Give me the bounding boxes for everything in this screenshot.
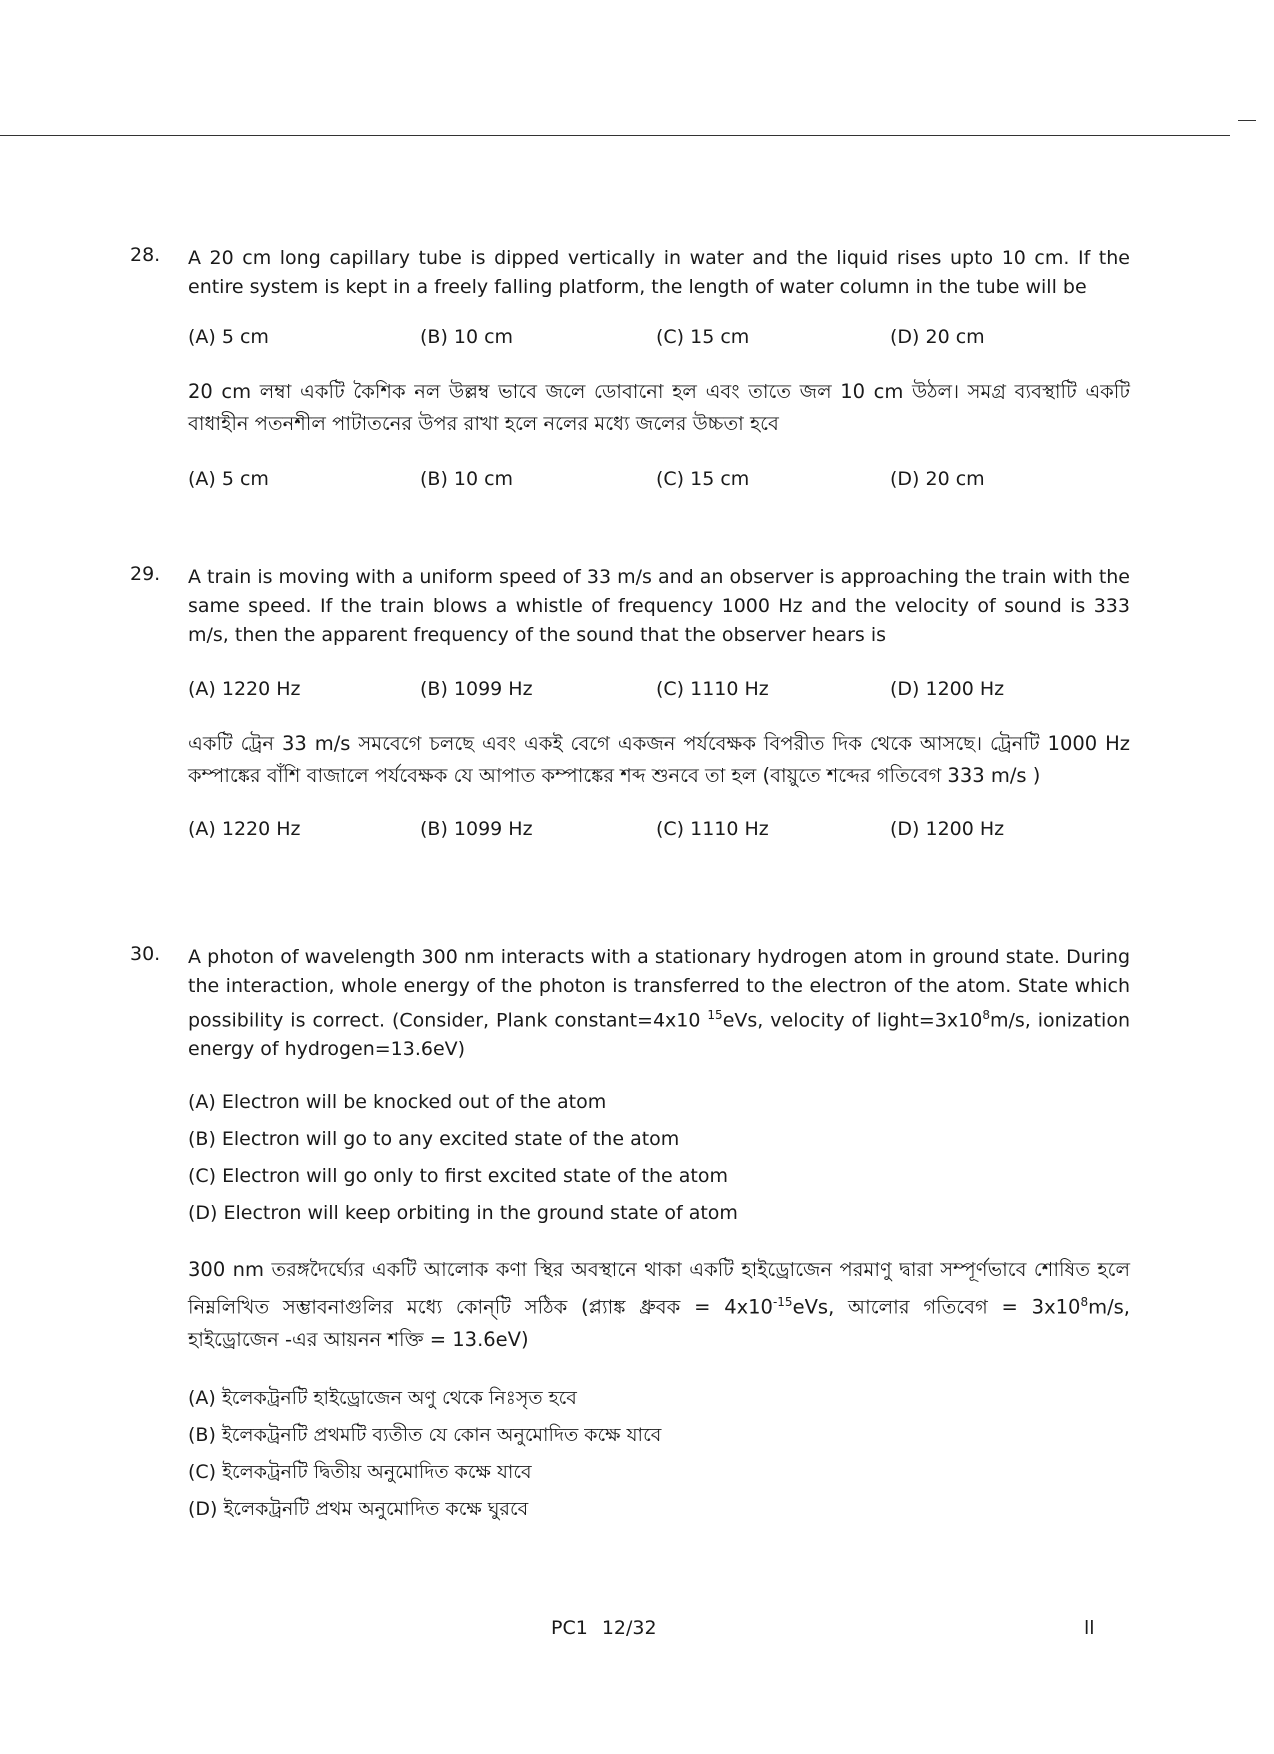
top-rule-tick (1238, 120, 1256, 121)
question-stem-bn: 20 cm লম্বা একটি কৈশিক নল উল্লম্ব ভাবে জলে ডোবানো হল এবং তাতে জল 10 cm উঠল। সমগ্র ব্যবস্থাটি একটি বাধাহীন পতনশীল পাটাতনের উপর রাখা হলে নলের মধ্যে জলের উচ্চতা হবে (188, 380, 1130, 435)
page-number: 12/32 (601, 1617, 657, 1639)
top-rule (0, 135, 1230, 136)
options-en (188, 1084, 1130, 1232)
option-a: (A) 5 cm (188, 468, 269, 490)
stem-text: eVs, velocity of light=3x10 (722, 1009, 983, 1032)
exponent: 8 (982, 1008, 990, 1022)
question-number: 28. (130, 244, 161, 266)
option-b: (B) 1099 Hz (420, 678, 533, 700)
stem-text: 300 nm তরঙ্গদৈর্ঘ্যের একটি আলোক কণা স্থির অবস্থানে থাকা একটি হাইড্রোজেন পরমাণু দ্বারা সম্পূর্ণভাবে শোষিত হলে নিম্নলিখিত সম্ভাবনাগুলির মধ্যে কোন্‌টি সঠিক (প্ল্যাঙ্ক ধ্রুবক = 4x10 (188, 1258, 1130, 1319)
option-b: (B) 1099 Hz (420, 818, 533, 840)
question-number: 30. (130, 943, 161, 965)
question-28 (130, 244, 1130, 494)
option-b: (B) ইলেকট্রনটি প্রথমটি ব্যতীত যে কোন অনুমোদিত কক্ষে যাবে (188, 1423, 662, 1446)
option-a: (A) 5 cm (188, 326, 269, 348)
option-c: (C) ইলেকট্রনটি দ্বিতীয় অনুমোদিত কক্ষে যাবে (188, 1460, 532, 1483)
option-a: (A) ইলেকট্রনটি হাইড্রোজেন অণু থেকে নিঃসৃত হবে (188, 1386, 577, 1409)
paper-code: PC1 (551, 1617, 588, 1639)
question-30 (130, 943, 1130, 1528)
stem-text: A photon of wavelength 300 nm interacts with a stationary hydrogen atom in ground state. During the interaction, whole energy of the photon is transferred to the electron of the atom. State which possibility is correct. (Consider, Plank constant=4x10 (188, 946, 1130, 1032)
exponent: -15 (772, 1295, 793, 1310)
option-d: (D) 1200 Hz (890, 678, 1005, 700)
question-number: 29. (130, 563, 161, 585)
option-c: (C) 1110 Hz (656, 678, 769, 700)
options-bn (188, 468, 1130, 494)
options-en (188, 326, 1130, 352)
options-bn (188, 1380, 1130, 1528)
options-en (188, 678, 1130, 704)
question-stem-bn: একটি ট্রেন 33 m/s সমবেগে চলছে এবং একই বেগে একজন পর্যবেক্ষক বিপরীত দিক থেকে আসছে। ট্রেনটি 1000 Hz কম্পাঙ্কের বাঁশি বাজালে পর্যবেক্ষক যে আপাত কম্পাঙ্কের শব্দ শুনবে তা হল (বায়ুতে শব্দের গতিবেগ 333 m/s ) (188, 732, 1130, 787)
option-c: (C) 1110 Hz (656, 818, 769, 840)
option-d: (D) 1200 Hz (890, 818, 1005, 840)
page-footer (551, 1617, 671, 1639)
question-29 (130, 563, 1130, 844)
option-c: (C) Electron will go only to first excited state of the atom (188, 1165, 728, 1188)
option-c: (C) 15 cm (656, 468, 750, 490)
page-mark: ll (1084, 1617, 1095, 1639)
options-bn (188, 818, 1130, 844)
exponent: 8 (1080, 1295, 1089, 1310)
stem-text: eVs, আলোর গতিবেগ = 3x10 (792, 1295, 1081, 1319)
exponent: 15 (707, 1008, 723, 1022)
option-b: (B) 10 cm (420, 468, 514, 490)
option-a: (A) 1220 Hz (188, 678, 301, 700)
option-b: (B) 10 cm (420, 326, 514, 348)
question-stem-bn (188, 1254, 1130, 1356)
option-a: (A) Electron will be knocked out of the atom (188, 1091, 607, 1114)
option-d: (D) 20 cm (890, 326, 985, 348)
question-stem-en: A train is moving with a uniform speed of 33 m/s and an observer is approaching the train with the same speed. If the train blows a whistle of frequency 1000 Hz and the velocity of sound is 333 m/s, then the apparent frequency of the sound that the observer hears is (188, 566, 1130, 646)
option-d: (D) ইলেকট্রনটি প্রথম অনুমোদিত কক্ষে ঘুরবে (188, 1497, 529, 1520)
option-d: (D) 20 cm (890, 468, 985, 490)
option-b: (B) Electron will go to any excited state of the atom (188, 1128, 680, 1151)
question-stem-en: A 20 cm long capillary tube is dipped vertically in water and the liquid rises upto 10 cm. If the entire system is kept in a freely falling platform, the length of water column in the tube will be (188, 247, 1130, 298)
question-stem-en (188, 943, 1130, 1064)
option-d: (D) Electron will keep orbiting in the ground state of atom (188, 1202, 738, 1225)
stem-text: m/s, হাইড্রোজেন -এর আয়নন শক্তি = 13.6eV) (188, 1295, 1131, 1351)
stem-text: m/s, ionization energy of hydrogen=13.6eV) (188, 1009, 1130, 1061)
option-a: (A) 1220 Hz (188, 818, 301, 840)
option-c: (C) 15 cm (656, 326, 750, 348)
